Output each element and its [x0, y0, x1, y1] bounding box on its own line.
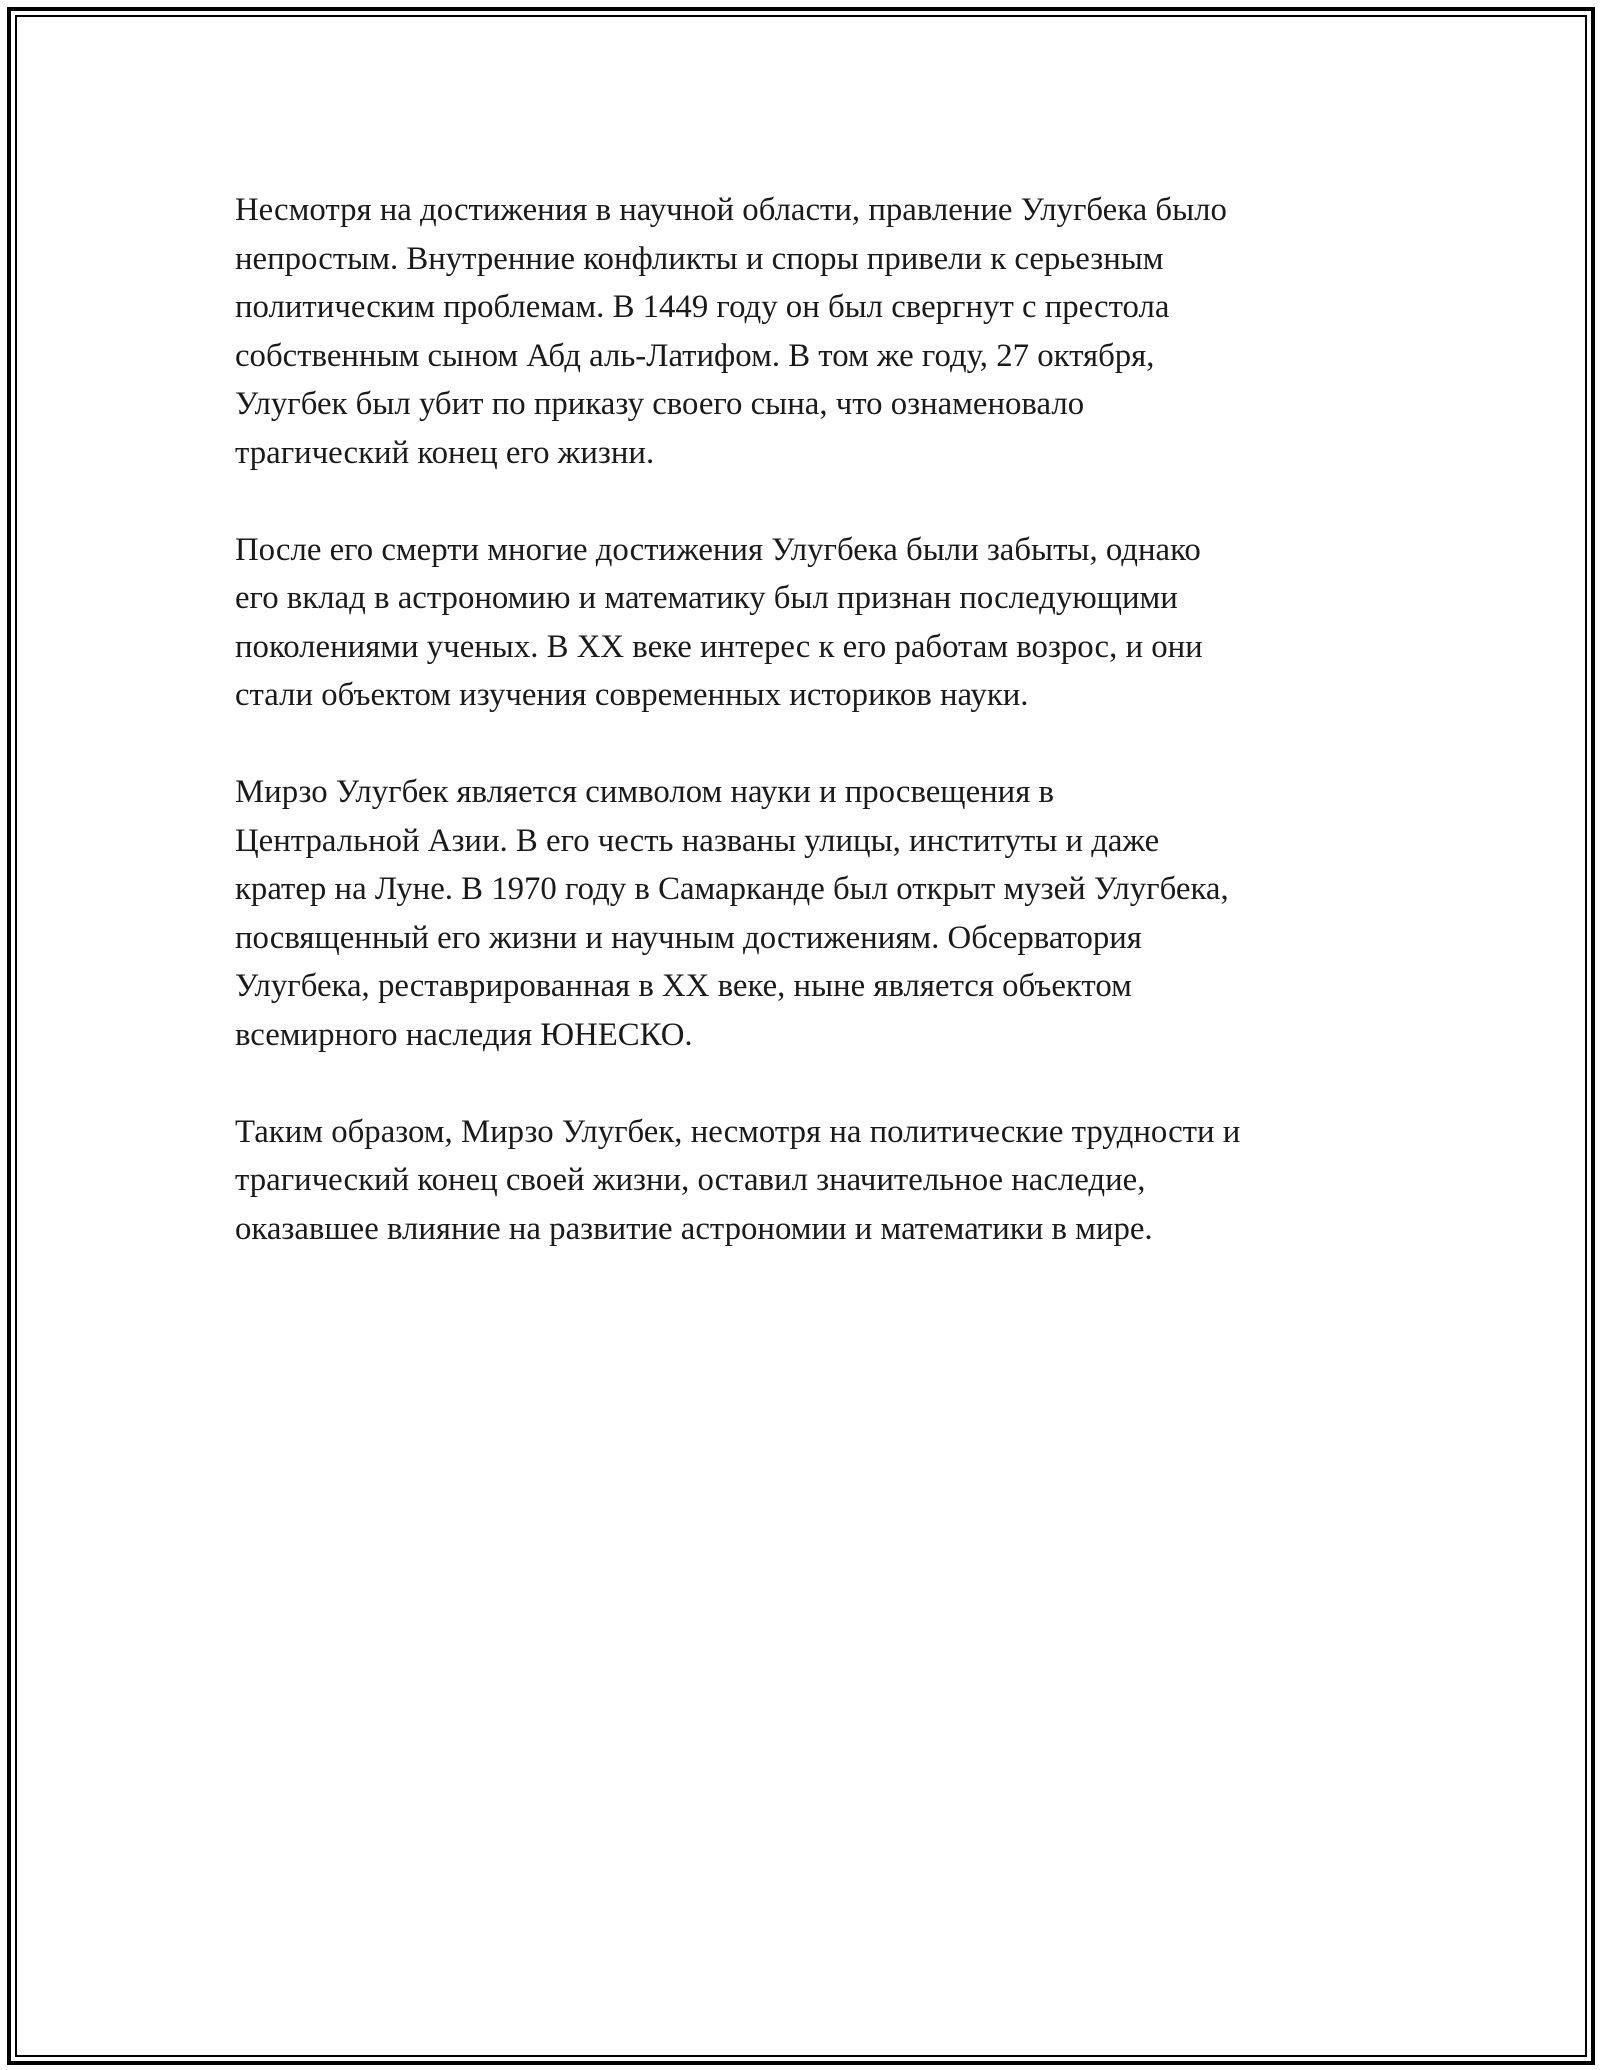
- paragraph-4: Таким образом, Мирзо Улугбек, несмотря на политические трудности и трагический конец своей жизни, оставил значительное наследие, оказавшее влияние на развитие астрономии и математики в мире.: [235, 1113, 1241, 1247]
- paragraph-1: Несмотря на достижения в научной области, правление Улугбека было непростым. Внутренние конфликты и споры привели к серьезным политическим проблемам. В 1449 году он был свергнут с престола собственным сыном Абд аль-Латифом. В том же году, 27 октября, Улугбек был убит по приказу своего сына, что ознаменовало трагический конец его жизни.: [235, 192, 1227, 471]
- paragraph-3: Мирзо Улугбек является символом науки и просвещения в Центральной Азии. В его честь названы улицы, институты и даже кратер на Луне. В 1970 году в Самарканде был открыт музей Улугбека, посвященный его жизни и научным достижениям. Обсерватория Улугбека, реставрированная в XX веке, ныне является объектом всемирного наследия ЮНЕСКО.: [235, 774, 1229, 1053]
- paragraph-2: После его смерти многие достижения Улугбека были забыты, однако его вклад в астрономию и математику был признан последующими поколениями ученых. В XX веке интерес к его работам возрос, и они стали объектом изучения современных историков науки.: [235, 531, 1203, 713]
- document-body: [235, 186, 1375, 1302]
